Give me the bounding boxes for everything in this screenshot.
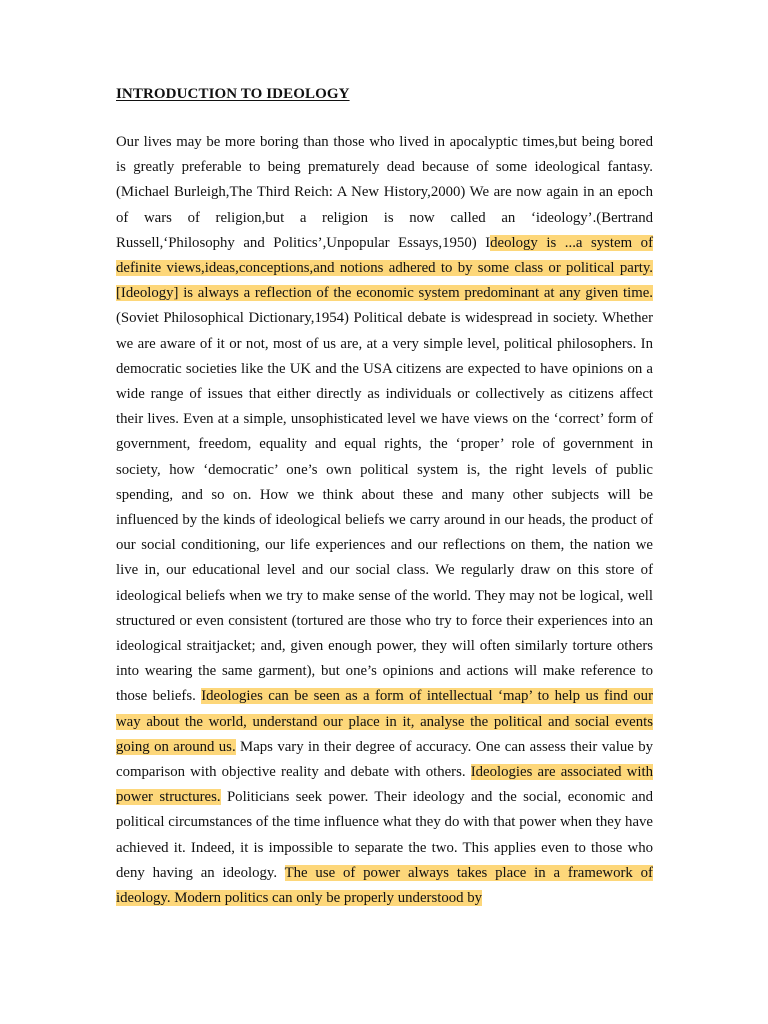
highlighted-text-segment: deology is ...a system of definite views,ideas,conceptions,and notions adhered to by some class or political party.[Ideology] is always a reflection of the economic system predominant at any given time. (116, 234, 654, 302)
highlighted-text-segment: The use of power always takes place in a framework of ideology. Modern politics can only be properly understood by (116, 864, 653, 907)
document-title: INTRODUCTION TO IDEOLOGY (116, 86, 350, 102)
highlighted-text-segment: Ideologies are associated with power structures. (116, 764, 653, 806)
highlighted-text-segment: Ideologies can be seen as a form of intellectual ‘map’ to help us find our way about the world, understand our place in it, analyse the political and social events going on around us. (116, 688, 653, 755)
body-paragraph (116, 130, 653, 911)
text-segment: (Soviet Philosophical Dictionary,1954) Political debate is widespread in society. Whether we are aware of it or not, most of us are, at a very simple level, political philosophers. In democratic societies like the UK and the USA citizens are expected to have opinions on a wide range of issues that either directly as individuals or collectively as citizens affect their lives. Even at a simple, unsophisticated level we have views on the ‘correct’ form of government, freedom, equality and equal rights, the ‘proper’ role of government in society, how ‘democratic’ one’s own political system is, the right levels of public spending, and so on. How we think about these and many other subjects will be influenced by the kinds of ideological beliefs we carry around in our heads, the product of our social conditioning, our life experiences and our reflections on them, the nation we live in, our educational level and our social class. We regularly draw on this store of ideological beliefs when we try to make sense of the world. They may not be logical, well structured or even consistent (tortured are those who try to force their experiences into an ideological straitjacket; and, given enough power, they will often similarly torture others into wearing the same garment), but one’s opinions and actions will make reference to those beliefs. (116, 310, 653, 705)
text-segment: Politicians seek power. Their ideology and the social, economic and political circumstances of the time influence what they do with that power when they have achieved it. Indeed, it is impossible to separate the two. This applies even to those who deny having an ideology. (116, 789, 653, 881)
text-segment: Our lives may be more boring than those who lived in apocalyptic times,but being bored is greatly preferable to being prematurely dead because of some ideological fantasy.(Michael Burleigh,The Third Reich: A New History,2000) We are now again in an epoch of wars of religion,but a religion is now called an ‘ideology’.(Bertrand Russell,‘Philosophy and Politics’,Unpopular Essays,1950) I (116, 134, 653, 251)
document-page (116, 86, 653, 911)
text-segment: Maps vary in their degree of accuracy. One can assess their value by comparison with objective reality and debate with others. (116, 738, 653, 781)
